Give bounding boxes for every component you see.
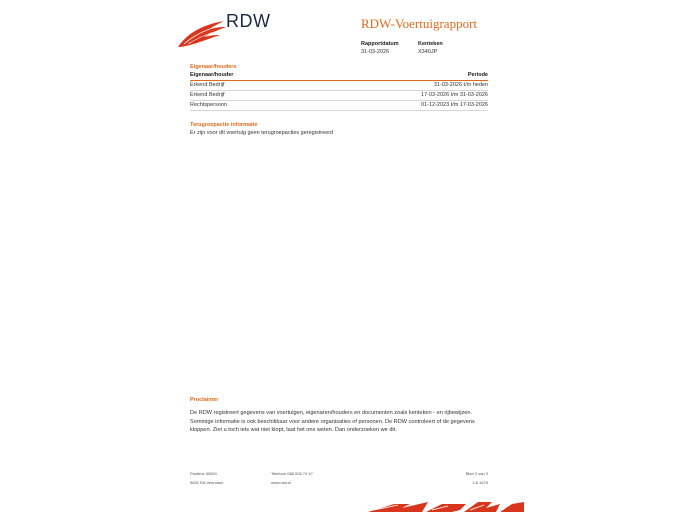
- period-cell: 01-12-2023 t/m 17-03-2026: [421, 102, 488, 108]
- plate-value: X340JP: [418, 49, 438, 55]
- footer-page-info: [440, 469, 488, 487]
- footer-phone: Telefoon 088 008 74 47: [271, 471, 313, 476]
- footer-postbus: Postbus 30000: [190, 471, 217, 476]
- owners-section-title: Eigenaar/houders: [190, 64, 237, 70]
- report-date-value: 31-03-2026: [361, 49, 390, 55]
- owner-cell: Erkend Bedrijf: [190, 92, 225, 98]
- table-row: [190, 101, 488, 111]
- report-date-label: Rapportdatum: [361, 41, 399, 47]
- footer-contact: [271, 469, 313, 487]
- owners-table-header: [190, 71, 488, 81]
- brand-name: RDW: [226, 11, 271, 31]
- report-date-block: [361, 40, 399, 56]
- proclaimer-line: kloppen. Ziet u toch iets wat niet klopt, laat het ons weten. Dan onderzoeken we dit.: [190, 427, 397, 433]
- proclaimer-title: Proclaimer: [190, 397, 219, 403]
- table-row: [190, 91, 488, 101]
- owners-table: [190, 71, 488, 111]
- footer-address: [190, 469, 223, 487]
- period-cell: 17-03-2026 t/m 31-03-2026: [421, 92, 488, 98]
- period-cell: 31-03-2026 t/m heden: [433, 82, 488, 88]
- col-owner-header: Eigenaar/houder: [190, 72, 234, 78]
- plate-block: [418, 40, 443, 56]
- proclaimer-text: [190, 409, 500, 435]
- footer-web[interactable]: www.rdw.nl: [271, 480, 292, 485]
- proclaimer-line: Sommige informatie is ook beschikbaar voor andere organisaties of personen. De RDW controleert of de gegevens: [190, 418, 475, 425]
- proclaimer-line: De RDW registreert gegevens van voertuigen, eigenaren/houders en documenten zoals kenteken - en rijbewijzen.: [190, 410, 473, 416]
- rdw-wing-logo-icon: [176, 17, 228, 49]
- plate-label: Kenteken: [418, 41, 443, 47]
- rdw-stripe-graphic-icon: [368, 498, 524, 514]
- owner-cell: Rechtspersoon: [190, 102, 227, 108]
- footer-code: 2.6 1679: [472, 480, 488, 485]
- report-title: RDW-Voertuigrapport: [361, 16, 478, 31]
- owner-cell: Erkend Bedrijf: [190, 82, 225, 88]
- footer-city: 9640 RA Veendam: [190, 480, 224, 485]
- recall-section-title: Terugroepactie informatie: [190, 122, 258, 128]
- col-period-header: Periode: [467, 72, 488, 78]
- table-row: [190, 81, 488, 91]
- footer-page: Blad 2 van 3: [465, 471, 488, 476]
- recall-text: Er zijn voor dit voertuig geen terugroepacties geregistreerd: [190, 130, 334, 136]
